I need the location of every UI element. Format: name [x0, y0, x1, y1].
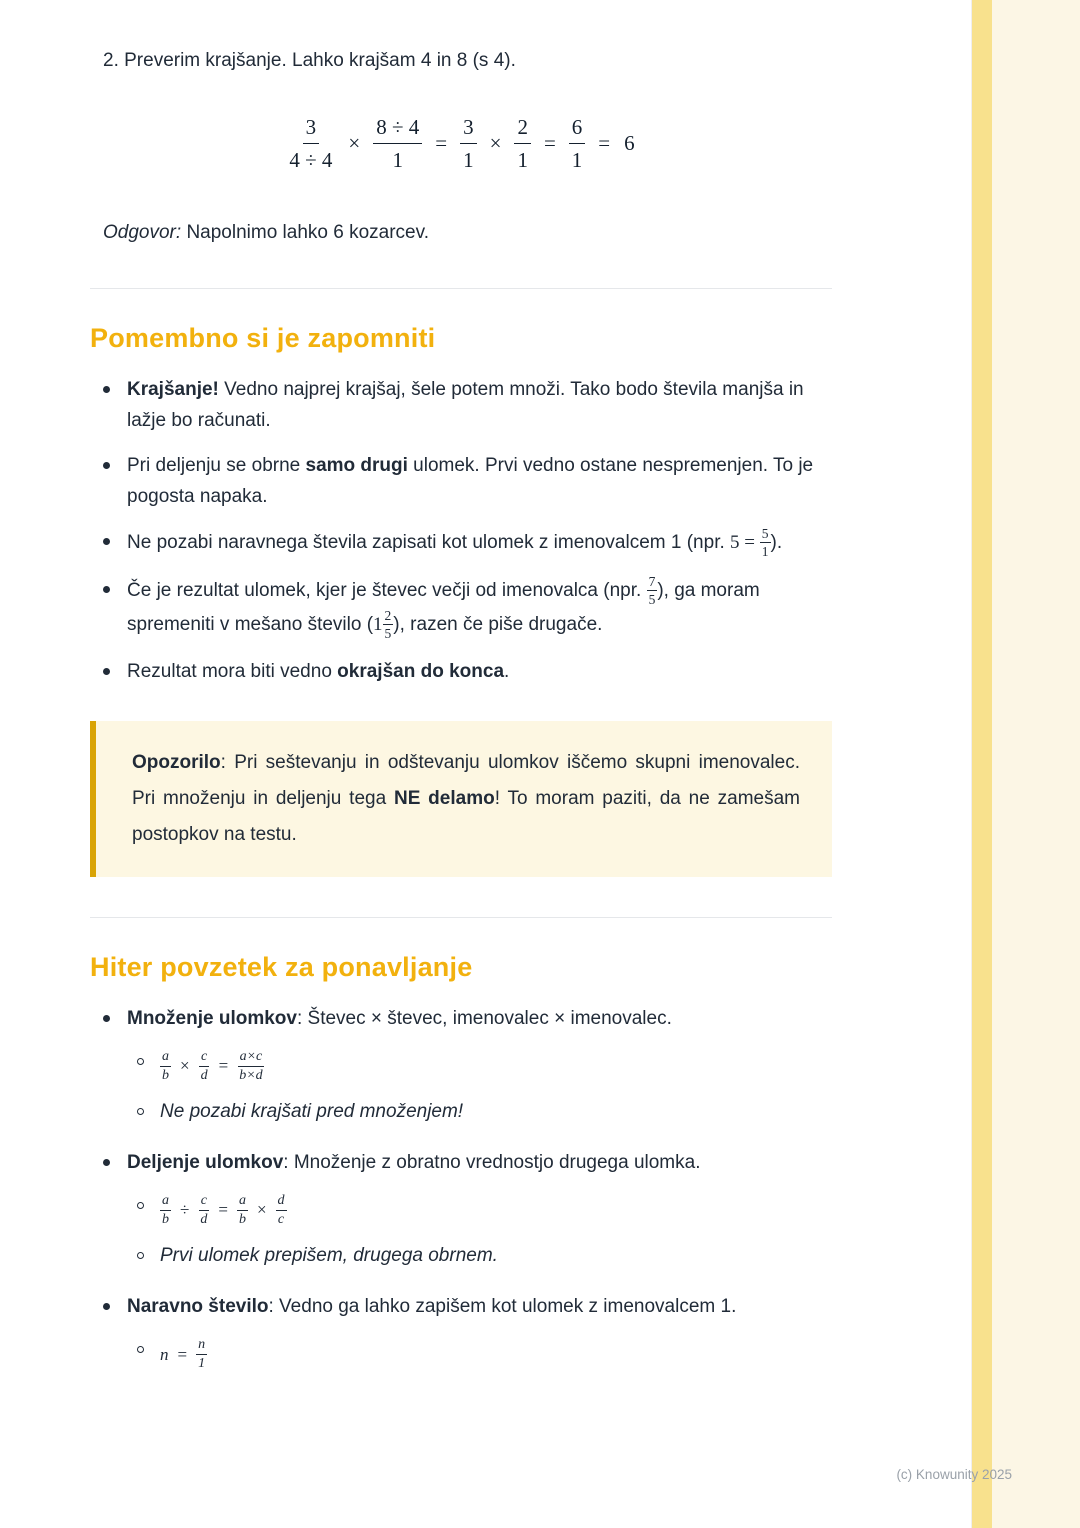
- text: Vedno najprej krajšaj, šele potem množi. Tako bodo števila manjša in lažje bo računati.: [127, 378, 804, 431]
- divide-operator: ÷: [180, 1200, 190, 1220]
- bullet-circle-icon: [137, 1202, 144, 1209]
- bold-text: Krajšanje!: [127, 378, 219, 400]
- equals-sign: =: [218, 1200, 228, 1220]
- text: .: [504, 660, 510, 682]
- equals-sign: =: [598, 131, 611, 156]
- list-item-text: [127, 1291, 736, 1322]
- fraction-numerator: 2: [383, 608, 394, 626]
- fraction-denominator: 5: [384, 626, 392, 642]
- step-2-text: 2. Preverim krajšanje. Lahko krajšam 4 in 8 (s 4).: [103, 50, 516, 71]
- bullet-dot-icon: [103, 1159, 110, 1166]
- bold-text: Opozorilo: [132, 751, 221, 773]
- sub-list-item: [137, 1097, 832, 1127]
- fraction-numerator: 6: [569, 114, 586, 144]
- fraction: [383, 608, 394, 642]
- bold-text: samo drugi: [305, 454, 408, 476]
- bullet-dot-icon: [103, 1303, 110, 1310]
- fraction-numerator: n: [196, 1337, 207, 1355]
- list-item-text: [127, 526, 782, 560]
- list-item: [90, 656, 832, 687]
- fraction-numerator: c: [199, 1049, 209, 1067]
- bullet-dot-icon: [103, 538, 110, 545]
- times-operator: ×: [489, 131, 502, 156]
- answer-text: Napolnimo lahko 6 kozarcev.: [186, 221, 429, 243]
- fraction-denominator: 1: [392, 148, 403, 173]
- math-text: 5 =: [730, 531, 760, 553]
- bullet-dot-icon: [103, 386, 110, 393]
- fraction: [276, 1193, 287, 1228]
- formula-natural-number: [160, 1337, 207, 1372]
- answer-line: [103, 218, 832, 248]
- fraction-numerator: c: [199, 1193, 209, 1211]
- text: Če je rezultat ulomek, kjer je števec večji od imenovalca (npr.: [127, 579, 647, 601]
- fraction: [198, 1193, 209, 1228]
- fraction-denominator: 4 ÷ 4: [289, 148, 333, 173]
- list-item: [90, 526, 832, 560]
- callout-text: [132, 745, 800, 853]
- document-content: [90, 46, 832, 1372]
- fraction: [196, 1337, 207, 1372]
- math-text: 1: [373, 613, 383, 635]
- text: : Množenje z obratno vrednostjo drugega ulomka.: [283, 1151, 701, 1173]
- text: ), ga moram spremeniti v mešano število (: [127, 579, 760, 635]
- section2-title: Hiter povzetek za ponavljanje: [90, 951, 473, 982]
- equals-sign: =: [435, 131, 448, 156]
- bullet-dot-icon: [103, 586, 110, 593]
- fraction-numerator: a: [160, 1193, 171, 1211]
- right-accent-stripe: [972, 0, 992, 1528]
- bold-text: Množenje ulomkov: [127, 1007, 297, 1029]
- times-operator: ×: [256, 1200, 267, 1220]
- list-item: [90, 1147, 832, 1178]
- sub-list-item: [137, 1191, 832, 1228]
- formula-multiplication: [160, 1049, 265, 1084]
- fraction: [237, 1193, 248, 1228]
- answer-label: Odgovor:: [103, 221, 182, 243]
- divider: [90, 917, 832, 918]
- fraction-denominator: 1: [571, 148, 583, 173]
- text: : Pri seštevanju in odštevanju ulomkov iščemo skupni imenovalec. Pri množenju in deljenju tega: [132, 751, 800, 809]
- sub-list-item: [137, 1241, 832, 1271]
- bullet-circle-icon: [137, 1252, 144, 1259]
- formula-result: 6: [624, 131, 635, 156]
- fraction: [460, 114, 477, 174]
- fraction-numerator: a: [160, 1049, 171, 1067]
- bold-text: NE delamo: [393, 787, 495, 809]
- fraction: [160, 1049, 171, 1084]
- bold-text: okrajšan do konca: [337, 660, 505, 682]
- text: ), razen če piše drugače.: [393, 613, 603, 635]
- text: ).: [770, 531, 783, 553]
- text: ! To moram paziti, da ne zamešam postopkov na testu.: [132, 787, 800, 845]
- list-item-text: [127, 1003, 672, 1034]
- fraction: [373, 114, 422, 174]
- fraction-numerator: 3: [303, 114, 320, 144]
- fraction-denominator: b: [162, 1067, 169, 1083]
- copyright-footer: (c) Knowunity 2025: [896, 1467, 1012, 1482]
- text: ulomek. Prvi vedno ostane nespremenjen. To je pogosta napaka.: [127, 454, 814, 507]
- bullet-circle-icon: [137, 1058, 144, 1065]
- formula-row: [286, 114, 635, 174]
- fraction: [569, 114, 586, 174]
- worked-formula: [90, 114, 832, 174]
- fraction-numerator: a: [237, 1193, 248, 1211]
- fraction-numerator: d: [276, 1193, 287, 1211]
- list-item: [90, 1003, 832, 1034]
- fraction-denominator: b: [162, 1211, 169, 1227]
- text: Pri deljenju se obrne: [127, 454, 306, 476]
- equals-sign: =: [177, 1344, 188, 1364]
- fraction-denominator: 1: [463, 148, 474, 173]
- times-operator: ×: [348, 131, 361, 156]
- section1-list: [90, 374, 832, 687]
- fraction: [514, 114, 531, 174]
- note-text: Ne pozabi krajšati pred množenjem!: [160, 1100, 464, 1122]
- list-item-text: [127, 374, 832, 436]
- bullet-circle-icon: [137, 1108, 144, 1115]
- fraction-denominator: 1: [761, 544, 769, 560]
- bullet-dot-icon: [103, 668, 110, 675]
- right-margin-band: [992, 0, 1080, 1528]
- fraction-numerator: 3: [460, 114, 477, 144]
- formula-division: [160, 1193, 287, 1228]
- bullet-dot-icon: [103, 462, 110, 469]
- sub-list-item: [137, 1335, 832, 1372]
- variable: n: [160, 1344, 169, 1364]
- text: : Števec × števec, imenovalec × imenovalec.: [296, 1007, 672, 1029]
- list-item: [90, 450, 832, 512]
- bullet-dot-icon: [103, 1015, 110, 1022]
- list-item: [90, 1291, 832, 1322]
- fraction: [199, 1049, 210, 1084]
- list-item-text: [127, 450, 832, 512]
- text: Ne pozabi naravnega števila zapisati kot ulomek z imenovalcem 1 (npr.: [127, 531, 731, 553]
- equals-sign: =: [543, 131, 556, 156]
- times-operator: ×: [180, 1056, 190, 1076]
- bullet-circle-icon: [137, 1346, 144, 1353]
- fraction: [647, 574, 658, 608]
- warning-callout: [90, 721, 832, 877]
- list-item: [90, 574, 832, 642]
- bold-text: Naravno število: [127, 1295, 269, 1317]
- note-text: Prvi ulomek prepišem, drugega obrnem.: [160, 1244, 498, 1266]
- fraction-denominator: 1: [198, 1356, 206, 1372]
- text: : Vedno ga lahko zapišem kot ulomek z imenovalcem 1.: [268, 1295, 737, 1317]
- fraction: [286, 114, 335, 174]
- list-item-text: [127, 656, 509, 687]
- fraction-denominator: b: [238, 1211, 246, 1227]
- fraction: [237, 1049, 264, 1084]
- fraction-numerator: 8 ÷ 4: [373, 114, 422, 144]
- equals-sign: =: [218, 1056, 229, 1076]
- sub-list-item: [137, 1047, 832, 1084]
- fraction: [160, 1193, 171, 1228]
- fraction: [760, 526, 771, 560]
- fraction-denominator: 1: [517, 148, 528, 173]
- fraction-denominator: 5: [648, 592, 656, 608]
- fraction-numerator: 5: [760, 526, 771, 544]
- fraction-numerator: a×c: [238, 1049, 265, 1067]
- fraction-denominator: b×d: [239, 1067, 263, 1083]
- divider: [90, 288, 832, 289]
- list-item-text: [127, 1147, 700, 1178]
- list-item: [90, 374, 832, 436]
- fraction-denominator: c: [277, 1211, 285, 1227]
- bold-text: Deljenje ulomkov: [127, 1151, 284, 1173]
- section2-list: [90, 1003, 832, 1373]
- fraction-numerator: 7: [647, 574, 658, 592]
- fraction-denominator: d: [200, 1211, 208, 1227]
- list-item-text: [127, 574, 832, 642]
- section1-title: Pomembno si je zapomniti: [90, 322, 436, 353]
- fraction-denominator: d: [200, 1067, 208, 1083]
- fraction-numerator: 2: [514, 114, 531, 144]
- text: Rezultat mora biti vedno: [127, 660, 338, 682]
